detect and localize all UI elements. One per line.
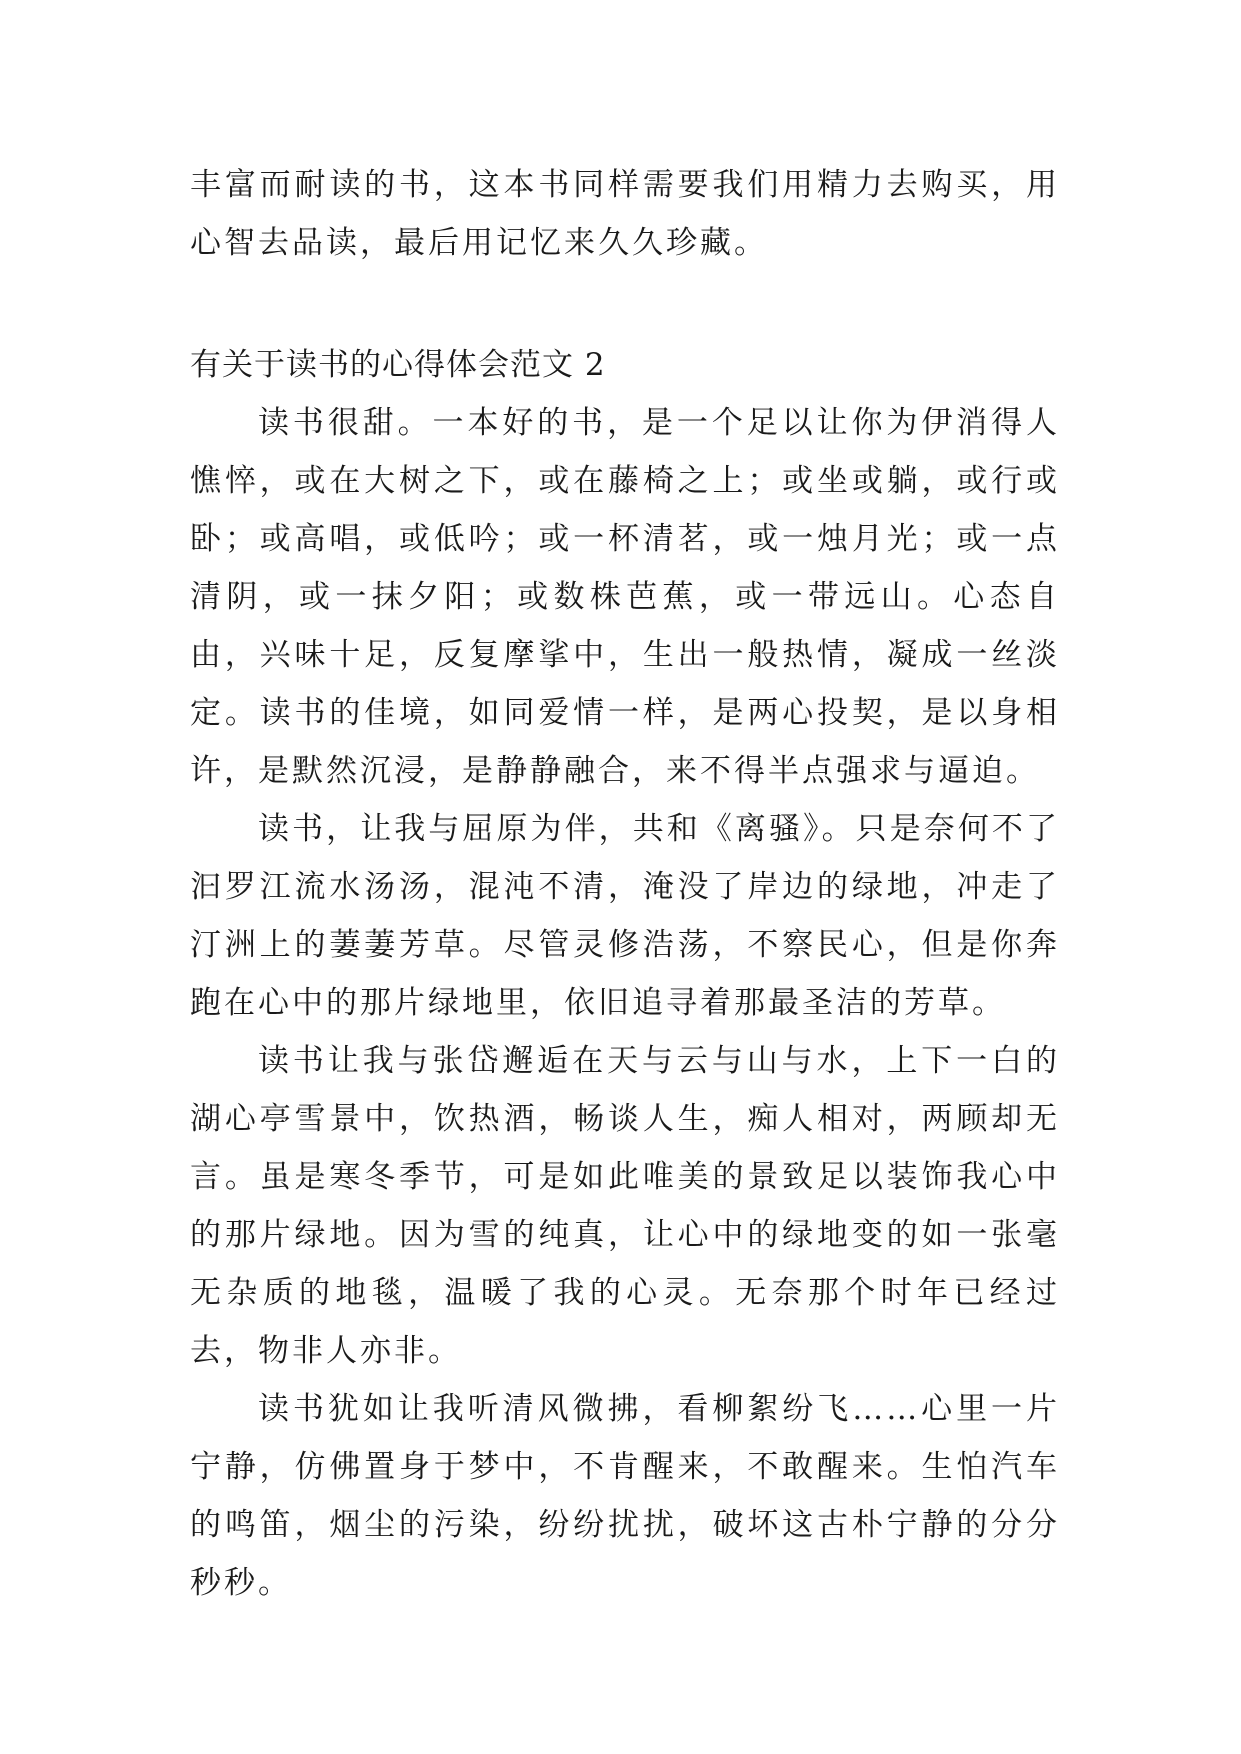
section-heading: 有关于读书的心得体会范文 2: [190, 347, 606, 383]
body-paragraph-3: 读书让我与张岱邂逅在天与云与山与水，上下一白的湖心亭雪景中，饮热酒，畅谈人生，痴人相对，两顾却无言。虽是寒冬季节，可是如此唯美的景致足以装饰我心中的那片绿地。因为雪的纯真，让心中的绿地变的如一张毫无杂质的地毯，温暖了我的心灵。无奈那个时年已经过去，物非人亦非。: [190, 1043, 1060, 1369]
paragraph-spacer: [190, 272, 1060, 336]
body-paragraph-1: 读书很甜。一本好的书，是一个足以让你为伊消得人憔悴，或在大树之下，或在藤椅之上；或坐或躺，或行或卧；或高唱，或低吟；或一杯清茗，或一烛月光；或一点清阴，或一抹夕阳；或数株芭蕉，或一带远山。心态自由，兴味十足，反复摩挲中，生出一般热情，凝成一丝淡定。读书的佳境，如同爱情一样，是两心投契，是以身相许，是默然沉浸，是静静融合，来不得半点强求与逼迫。: [190, 405, 1060, 789]
body-paragraph-4: 读书犹如让我听清风微拂，看柳絮纷飞……心里一片宁静，仿佛置身于梦中，不肯醒来，不敢醒来。生怕汽车的鸣笛，烟尘的污染，纷纷扰扰，破坏这古朴宁静的分分秒秒。: [190, 1391, 1060, 1601]
intro-paragraph: 丰富而耐读的书，这本书同样需要我们用精力去购买，用心智去品读，最后用记忆来久久珍藏。: [190, 167, 1060, 261]
body-paragraph-2: 读书，让我与屈原为伴，共和《离骚》。只是奈何不了汩罗江流水汤汤，混沌不清，淹没了岸边的绿地，冲走了汀洲上的萋萋芳草。尽管灵修浩荡，不察民心，但是你奔跑在心中的那片绿地里，依旧追寻着那最圣洁的芳草。: [190, 811, 1060, 1021]
document-body: [190, 156, 1060, 1612]
